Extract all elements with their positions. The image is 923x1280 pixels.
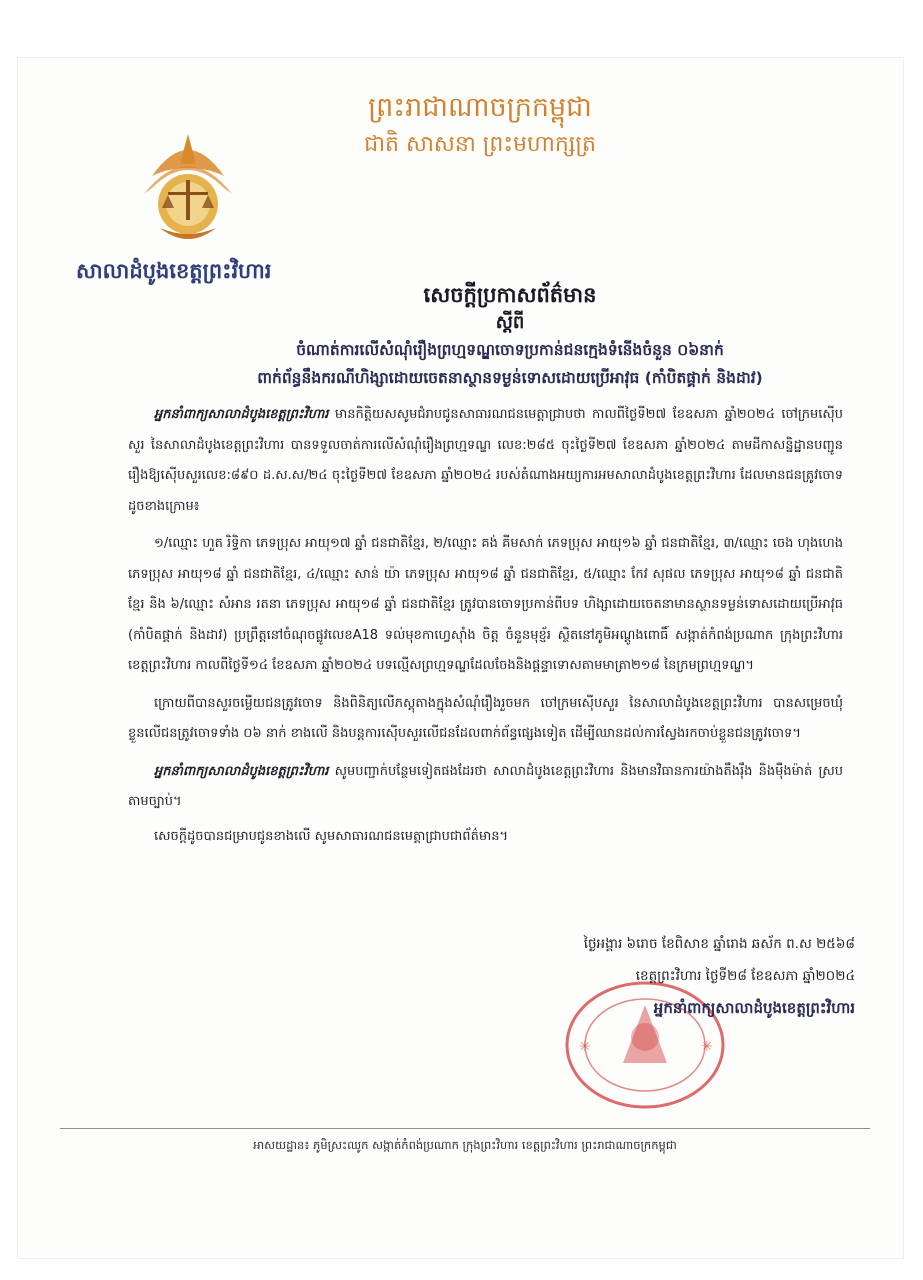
svg-text:✳: ✳ [579,1039,591,1055]
headline-line-2: ពាក់ព័ន្ធនឹងករណីហិង្សាដោយចេតនាស្ថានទម្ងន់ទោសដោយប្រើអាវុធ (កាំបិតផ្គាក់ និងដាវ) [257,369,763,387]
paragraph-2: ១/ឈ្មោះ ហួត រិទ្ធិកា ភេទប្រុស អាយុ១៧ ឆ្នាំ ជនជាតិខ្មែរ, ២/ឈ្មោះ គង់ គីមសាក់ ភេទប្រុស អាយុ១៦ ឆ្នាំ ជនជាតិខ្មែរ, ៣/ឈ្មោះ ចេង ហុងហេង ភេទប្រុស អាយុ១៨ ឆ្នាំ ជនជាតិខ្មែរ, ៤/ឈ្មោះ សាន់ យ៉ា ភេទប្រុស អាយុ១៨ ឆ្នាំ ជនជាតិខ្មែរ, ៥/ឈ្មោះ កែវ សុផល ភេទប្រុស អាយុ១៨ ឆ្នាំ ជនជាតិខ្មែរ និង ៦/ឈ្មោះ សំអាន រតនា ភេទប្រុស អាយុ១៨ ឆ្នាំ ជនជាតិខ្មែរ ត្រូវបានចោទប្រកាន់ពីបទ ហិង្សាដោយចេតនាមានស្ថានទម្ងន់ទោសដោយប្រើអាវុធ (កាំបិតផ្គាក់ និងដាវ) ប្រព្រឹត្តនៅចំណុចផ្លូវលេខA18 ទល់មុខកាហ្វេស៊ាំង ចិត្ត ចំនួនមុខ្ញ័រ ស្ថិតនៅភូមិអណ្តូងពោធិ៍ សង្កាត់កំពង់ប្រណាក ក្រុងព្រះវិហារ ខេត្តព្រះវិហារ កាលពីថ្ងៃទី១៤ ខែឧសភា ឆ្នាំ២០២៤ បទល្មើសព្រហ្មទណ្ឌដែលចែងនិងផ្តន្ទាទោសតាមមាត្រា២១៨ នៃក្រមព្រហ្មទណ្ឌ។ [128,536,843,673]
footer-address: អាសយដ្ឋាន៖ ភូមិស្រះឈូក សង្កាត់កំពង់ប្រណាក ក្រុងព្រះវិហារ ខេត្តព្រះវិហារ ព្រះរាជាណាចក្រកម្ពុជា [253,1138,677,1152]
paragraph-1 [128,400,843,522]
paragraph-5: សេចក្តីដូចបានជម្រាបជូនខាងលើ សូមសាធារណជនមេត្តាជ្រាបជាព័ត៌មាន។ [154,828,509,844]
signature-block [455,928,855,1024]
document-title-block [130,280,890,392]
kingdom-title: ព្រះរាជាណាចក្រកម្ពុជា [368,92,592,123]
signer-title: អ្នកនាំពាក្យសាលាដំបូងខេត្តព្រះវិហារ [653,999,855,1017]
paragraph-4 [128,757,843,818]
announcement-body [128,400,843,859]
court-name: សាលាដំបូងខេត្តព្រះវិហារ [76,259,272,283]
paragraph-4-text: សូមបញ្ជាក់បន្ថែមទៀតផងដែរថា សាលាដំបូងខេត្តព្រះវិហារ និងមានវិធានការយ៉ាងតឹងរ៉ឹង និងម៉ឺងម៉ាត់ ស្របតាមច្បាប់។ [128,763,843,809]
spokesperson-label: អ្នកនាំពាក្យសាលាដំបូងខេត្តព្រះវិហារ [154,407,329,422]
document-header [330,88,630,162]
footer-divider [60,1128,870,1129]
svg-text:✳: ✳ [701,1039,713,1055]
lunar-date: ថ្ងៃអង្គារ ៦រោច ខែពិសាខ ឆ្នាំរោង ឆស័ក ព.ស ២៥៦៨ [583,936,855,952]
place-and-date: ខេត្តព្រះវិហារ ថ្ងៃទី២៨ ខែឧសភា ឆ្នាំ២០២៤ [635,968,855,984]
paragraph-3: ក្រោយពីបានសួរចម្លើយជនត្រូវចោទ និងពិនិត្យលើភស្តុតាងក្នុងសំណុំរឿងរួចមក ចៅក្រមស៊ើបសួរ នៃសាលាដំបូងខេត្តព្រះវិហារ បានសម្រេចឃុំខ្លួនលើជនត្រូវចោទទាំង ០៦ នាក់ ខាងលើ និងបន្តការស៊ើបសួរលើជនដែលពាក់ព័ន្ធផ្សេងទៀត ដើម្បីឈានដល់ការស្វែងរកចាប់ខ្លួនជនត្រូវចោទ។ [128,695,843,741]
headline-line-1: ចំណាត់ការលើសំណុំរឿងព្រហ្មទណ្ឌចោទប្រកាន់ជនក្មេងទំនើងចំនួន ០៦នាក់ [296,341,724,359]
title-subject-label: ស្តីពី [495,312,525,333]
national-motto: ជាតិ សាសនា ព្រះមហាក្សត្រ [364,132,596,157]
spokesperson-label: អ្នកនាំពាក្យសាលាដំបូងខេត្តព្រះវិហារ [154,763,329,779]
court-emblem-logo [138,128,238,252]
page-title: សេចក្តីប្រកាសព័ត៌មាន [423,283,597,307]
paragraph-1-text: មានកិត្តិយសសូមជំរាបជូនសាធារណជនមេត្តាជ្រាបថា កាលពីថ្ងៃទី២៧ ខែឧសភា ឆ្នាំ២០២៤ ចៅក្រមស៊ើបសួរ នៃសាលាដំបូងខេត្តព្រះវិហារ បានទទួលចាត់ការលើសំណុំរឿងព្រហ្មទណ្ឌ លេខ:២៨៥ ចុះថ្ងៃទី២៧ ខែឧសភា ឆ្នាំ២០២៤ តាមដីកាសន្និដ្ឋានបញ្ជូនរឿងឱ្យស៊ើបសួរលេខ:៨៩០ ដ.ស.ស/២៤ ចុះថ្ងៃទី២៧ ខែឧសភា ឆ្នាំ២០២៤ របស់តំណាងអយ្យការអមសាលាដំបូងខេត្តព្រះវិហារ ដែលមានជនត្រូវចោទដូចខាងក្រោម៖ [128,407,843,514]
